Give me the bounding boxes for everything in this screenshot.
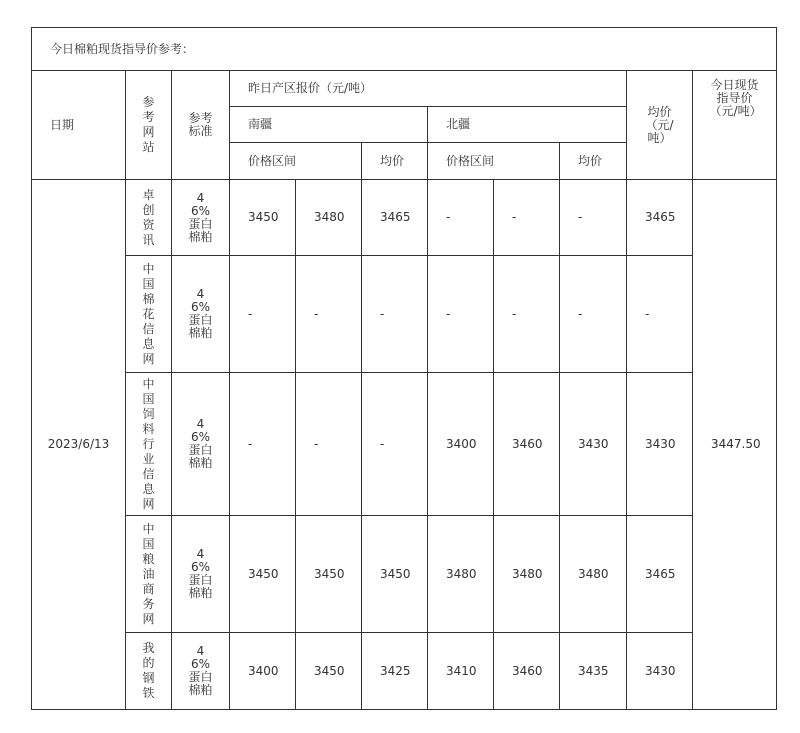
header-north-range: 价格区间	[428, 143, 560, 180]
north-avg-cell: -	[560, 180, 627, 256]
south-avg-cell: 3465	[362, 180, 428, 256]
north-low-cell: 3480	[428, 516, 494, 633]
south-low-cell: 3450	[230, 180, 296, 256]
north-high-cell: 3480	[494, 516, 560, 633]
header-standard: 参考标准	[188, 111, 213, 138]
south-high-cell: 3480	[296, 180, 362, 256]
north-low-cell: -	[428, 180, 494, 256]
table-row	[32, 373, 777, 516]
south-high-cell: -	[296, 373, 362, 516]
header-avg-unit: 均价（元/吨）	[645, 104, 674, 145]
header-today-guide: 今日现货指导价（元/吨）	[709, 78, 762, 118]
south-low-cell: -	[230, 373, 296, 516]
north-high-cell: -	[494, 256, 560, 373]
table-row	[32, 633, 777, 710]
north-avg-cell: 3480	[560, 516, 627, 633]
north-high-cell: 3460	[494, 633, 560, 710]
south-avg-cell: 3450	[362, 516, 428, 633]
header-north: 北疆	[428, 107, 627, 143]
standard-cell: 46%蛋白棉粕	[188, 547, 213, 600]
north-low-cell: -	[428, 256, 494, 373]
site-cell: 中国饲料行业信息网	[142, 376, 155, 511]
site-cell: 我的钢铁	[142, 641, 155, 700]
header-site: 参考网站	[142, 95, 155, 154]
header-south-avg: 均价	[362, 143, 428, 180]
site-cell: 中国棉花信息网	[142, 261, 155, 366]
header-south-range: 价格区间	[230, 143, 362, 180]
north-avg-cell: 3435	[560, 633, 627, 710]
avg-cell: 3465	[627, 516, 693, 633]
standard-cell: 46%蛋白棉粕	[188, 190, 213, 244]
north-avg-cell: -	[560, 256, 627, 373]
south-low-cell: 3450	[230, 516, 296, 633]
north-low-cell: 3400	[428, 373, 494, 516]
north-high-cell: -	[494, 180, 560, 256]
avg-cell: 3430	[627, 373, 693, 516]
south-high-cell: -	[296, 256, 362, 373]
site-cell: 卓创资讯	[142, 187, 155, 247]
cotton-meal-price-table	[31, 27, 777, 710]
table-title: 今日棉粕现货指导价参考：	[32, 28, 777, 71]
south-low-cell: 3400	[230, 633, 296, 710]
avg-cell: 3430	[627, 633, 693, 710]
header-yesterday-quote: 昨日产区报价（元/吨）	[230, 71, 627, 107]
south-avg-cell: -	[362, 373, 428, 516]
header-north-avg: 均价	[560, 143, 627, 180]
south-avg-cell: 3425	[362, 633, 428, 710]
north-low-cell: 3410	[428, 633, 494, 710]
north-avg-cell: 3430	[560, 373, 627, 516]
table-row	[32, 516, 777, 633]
today-guide-cell: 3447.50	[693, 180, 777, 710]
avg-cell: 3465	[627, 180, 693, 256]
date-cell: 2023/6/13	[32, 180, 126, 710]
south-high-cell: 3450	[296, 633, 362, 710]
south-high-cell: 3450	[296, 516, 362, 633]
site-cell: 中国粮油商务网	[142, 521, 155, 626]
standard-cell: 46%蛋白棉粕	[188, 417, 213, 470]
header-south: 南疆	[230, 107, 428, 143]
south-avg-cell: -	[362, 256, 428, 373]
north-high-cell: 3460	[494, 373, 560, 516]
south-low-cell: -	[230, 256, 296, 373]
table-row	[32, 256, 777, 373]
header-date: 日期	[32, 71, 126, 180]
standard-cell: 46%蛋白棉粕	[188, 644, 213, 697]
avg-cell: -	[627, 256, 693, 373]
table-row	[32, 180, 777, 256]
standard-cell: 46%蛋白棉粕	[188, 287, 213, 340]
